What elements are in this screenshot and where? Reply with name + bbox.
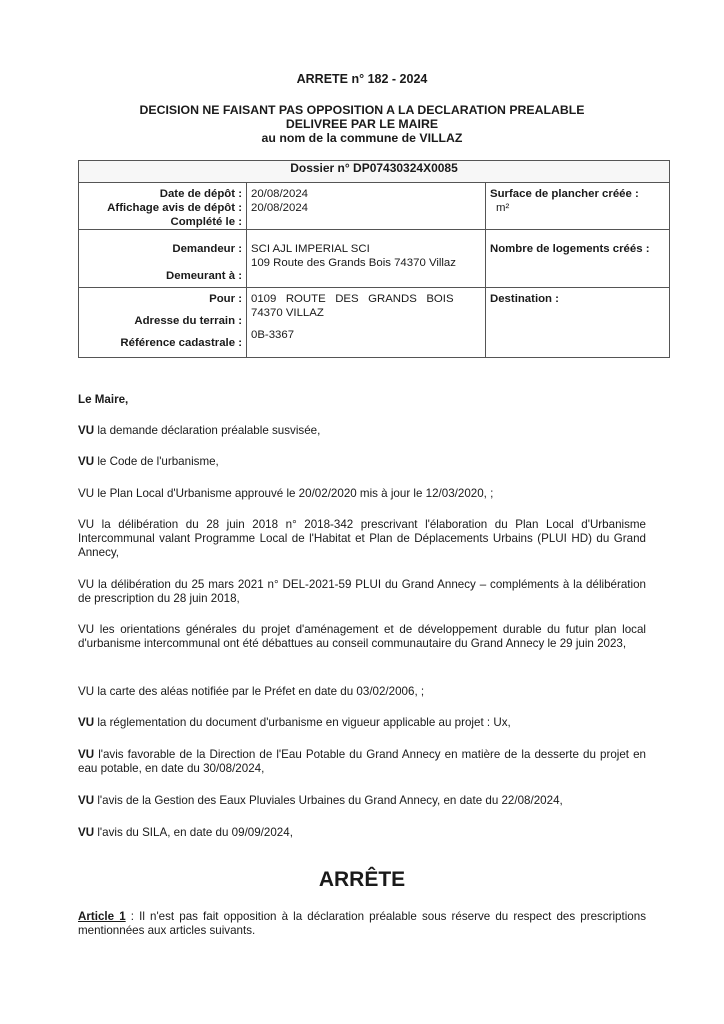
- value-reference: 0B-3367: [251, 329, 295, 341]
- paragraph-vu-7: VU la carte des aléas notifiée par le Préfet en date du 03/02/2006, ;: [78, 685, 425, 698]
- paragraph-vu-11: VU l'avis du SILA, en date du 09/09/2024,: [78, 826, 293, 839]
- value-demeurant: 109 Route des Grands Bois 74370 Villaz: [251, 257, 456, 269]
- paragraph-vu-1: VU la demande déclaration préalable susvisée,: [78, 424, 321, 437]
- value-block-dates: [247, 183, 486, 230]
- label-block-demandeur: [79, 230, 247, 288]
- decision-title: [0, 103, 724, 145]
- label-demandeur: Demandeur :: [172, 243, 242, 255]
- label-pour: Pour :: [209, 293, 242, 305]
- value-affichage: 20/08/2024: [251, 202, 309, 214]
- label-complete: Complété le :: [170, 216, 242, 228]
- label-adresse: Adresse du terrain :: [134, 315, 242, 327]
- vu-label: VU: [78, 424, 95, 437]
- value-block-terrain: [247, 288, 486, 358]
- label-surface: Surface de plancher créée :: [490, 188, 639, 200]
- article-1: [78, 910, 646, 938]
- dossier-number: Dossier n° DP07430324X0085: [79, 161, 670, 183]
- vu-label: VU: [78, 455, 95, 468]
- value-pour-line-1: 0109 ROUTE DES GRANDS BOIS: [251, 293, 454, 305]
- vu-label: VU: [78, 487, 95, 500]
- value-surface-unit: m²: [496, 202, 510, 214]
- vu-label: VU: [78, 716, 95, 729]
- label-affichage: Affichage avis de dépôt :: [107, 202, 242, 214]
- value-block-demandeur: [247, 230, 486, 288]
- label-logements: Nombre de logements créés :: [490, 243, 650, 255]
- vu-label: VU: [78, 794, 95, 807]
- dossier-table: [78, 160, 670, 358]
- paragraph-vu-9: VU l'avis favorable de la Direction de l'Eau Potable du Grand Annecy en matière de la desserte du projet en eau potable, en date du 30/08/2024,: [78, 748, 646, 775]
- paragraph-vu-10: VU l'avis de la Gestion des Eaux Pluviales Urbaines du Grand Annecy, en date du 22/08/2024,: [78, 794, 563, 807]
- label-block-terrain: [79, 288, 247, 358]
- logements-block: [486, 230, 670, 288]
- value-pour-line-2: 74370 VILLAZ: [251, 307, 324, 319]
- vu-label: VU: [78, 518, 95, 531]
- article-1-label: Article 1: [78, 910, 126, 923]
- article-1-text: : Il n'est pas fait opposition à la déclaration préalable sous réserve du respect des prescriptions mentionnées aux articles suivants.: [78, 910, 646, 937]
- destination-block: [486, 288, 670, 358]
- le-maire: Le Maire,: [78, 393, 129, 406]
- decision-line-2: DELIVREE PAR LE MAIRE: [285, 117, 439, 131]
- label-destination: Destination :: [490, 293, 559, 305]
- paragraph-vu-2: VU le Code de l'urbanisme,: [78, 455, 219, 468]
- label-reference: Référence cadastrale :: [120, 337, 242, 349]
- vu-label: VU: [78, 826, 95, 839]
- label-demeurant: Demeurant à :: [166, 270, 242, 282]
- vu-label: VU: [78, 578, 95, 591]
- vu-label: VU: [78, 623, 95, 636]
- paragraph-vu-8: VU la réglementation du document d'urbanisme en vigueur applicable au projet : Ux,: [78, 716, 511, 729]
- vu-label: VU: [78, 748, 95, 761]
- paragraph-vu-6: VU les orientations générales du projet d'aménagement et de développement durable du futur plan local d'urbanisme intercommunal ont été débattues au conseil communautaire du Grand Annecy le 29 juin 2023,: [78, 623, 646, 650]
- decision-line-1: DECISION NE FAISANT PAS OPPOSITION A LA DECLARATION PREALABLE: [139, 103, 585, 117]
- paragraph-vu-5: VU la délibération du 25 mars 2021 n° DEL-2021-59 PLUI du Grand Annecy – compléments à la délibération de prescription du 28 juin 2018,: [78, 578, 646, 605]
- value-demandeur: SCI AJL IMPERIAL SCI: [251, 243, 370, 255]
- vu-label: VU: [78, 685, 95, 698]
- label-block-dates: [79, 183, 247, 230]
- arrete-heading: ARRÊTE: [318, 868, 406, 891]
- decision-line-3: au nom de la commune de VILLAZ: [261, 131, 463, 145]
- label-date-depot: Date de dépôt :: [159, 188, 242, 200]
- paragraph-vu-4: VU la délibération du 28 juin 2018 n° 2018-342 prescrivant l'élaboration du Plan Local d'Urbanisme Intercommunal valant Programme Local de l'Habitat et Plan de Déplacements Urbains (PLUI HD) du Grand Annecy,: [78, 518, 646, 559]
- value-date-depot: 20/08/2024: [251, 188, 309, 200]
- paragraph-vu-3: VU le Plan Local d'Urbanisme approuvé le 20/02/2020 mis à jour le 12/03/2020, ;: [78, 487, 494, 500]
- surface-block: [486, 183, 670, 230]
- arrete-number: ARRETE n° 182 - 2024: [296, 72, 428, 86]
